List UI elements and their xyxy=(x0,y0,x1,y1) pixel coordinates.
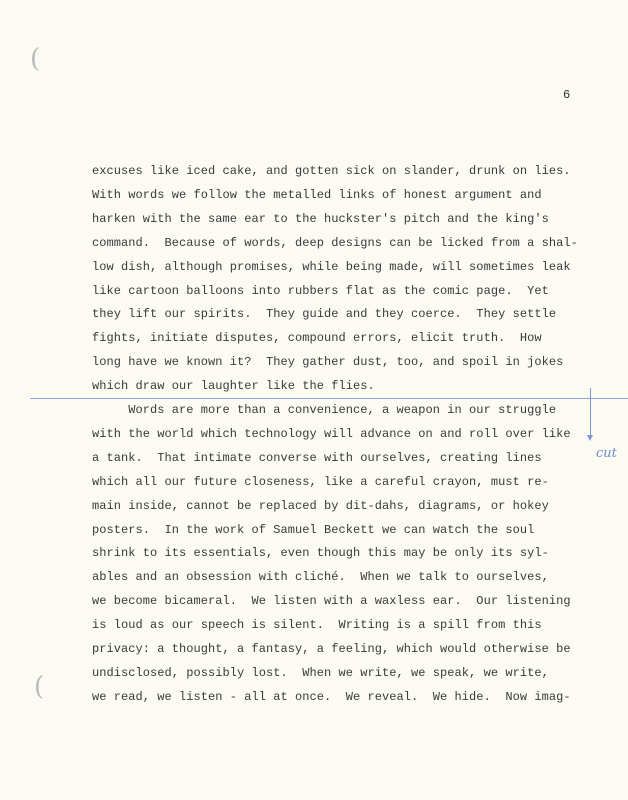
text-line: privacy: a thought, a fantasy, a feeling, which would otherwise be xyxy=(92,642,571,656)
text-line: which all our future closeness, like a careful crayon, must re- xyxy=(92,474,549,489)
page-number: 6 xyxy=(563,88,571,102)
handwritten-annotation: cut xyxy=(596,446,617,461)
arrow-line xyxy=(590,388,591,438)
text-line: harken with the same ear to the huckster's pitch and the king's xyxy=(92,211,549,226)
text-line: ables and an obsession with cliché. When we talk to ourselves, xyxy=(92,570,549,585)
margin-mark-bottom: ( xyxy=(34,672,45,702)
cut-line-mark xyxy=(30,398,628,399)
text-line: a tank. That intimate converse with ourselves, creating lines xyxy=(92,450,542,465)
text-line: is loud as our speech is silent. Writing is a spill from this xyxy=(92,618,542,633)
text-line: shrink to its essentials, even though this may be only its syl- xyxy=(92,546,549,561)
text-line: command. Because of words, deep designs can be licked from a shal- xyxy=(92,235,578,250)
text-line: low dish, although promises, while being made, will sometimes leak xyxy=(92,259,571,274)
text-line: with the world which technology will advance on and roll over like xyxy=(92,426,571,441)
text-line: undisclosed, possibly lost. When we write, we speak, we write, xyxy=(92,665,549,680)
margin-mark-top: ( xyxy=(30,44,41,74)
text-line: we become bicameral. We listen with a waxless ear. Our listening xyxy=(92,594,571,609)
text-line: which draw our laughter like the flies. xyxy=(92,379,375,394)
arrow-down-icon xyxy=(587,435,593,441)
text-line: posters. In the work of Samuel Beckett we can watch the soul xyxy=(92,522,535,537)
text-line: long have we known it? They gather dust, too, and spoil in jokes xyxy=(92,355,564,370)
text-line: they lift our spirits. They guide and they coerce. They settle xyxy=(92,307,557,322)
text-line: With words we follow the metalled links of honest argument and xyxy=(92,187,542,202)
text-line: main inside, cannot be replaced by dit-dahs, diagrams, or hokey xyxy=(92,498,549,513)
text-line: like cartoon balloons into rubbers flat as the comic page. Yet xyxy=(92,283,549,298)
text-line: we read, we listen - all at once. We reveal. We hide. Now imag- xyxy=(92,689,571,704)
text-line: Words are more than a convenience, a weapon in our struggle xyxy=(92,403,557,417)
text-line: excuses like iced cake, and gotten sick on slander, drunk on lies. xyxy=(92,164,571,178)
text-line: fights, initiate disputes, compound errors, elicit truth. How xyxy=(92,331,542,346)
